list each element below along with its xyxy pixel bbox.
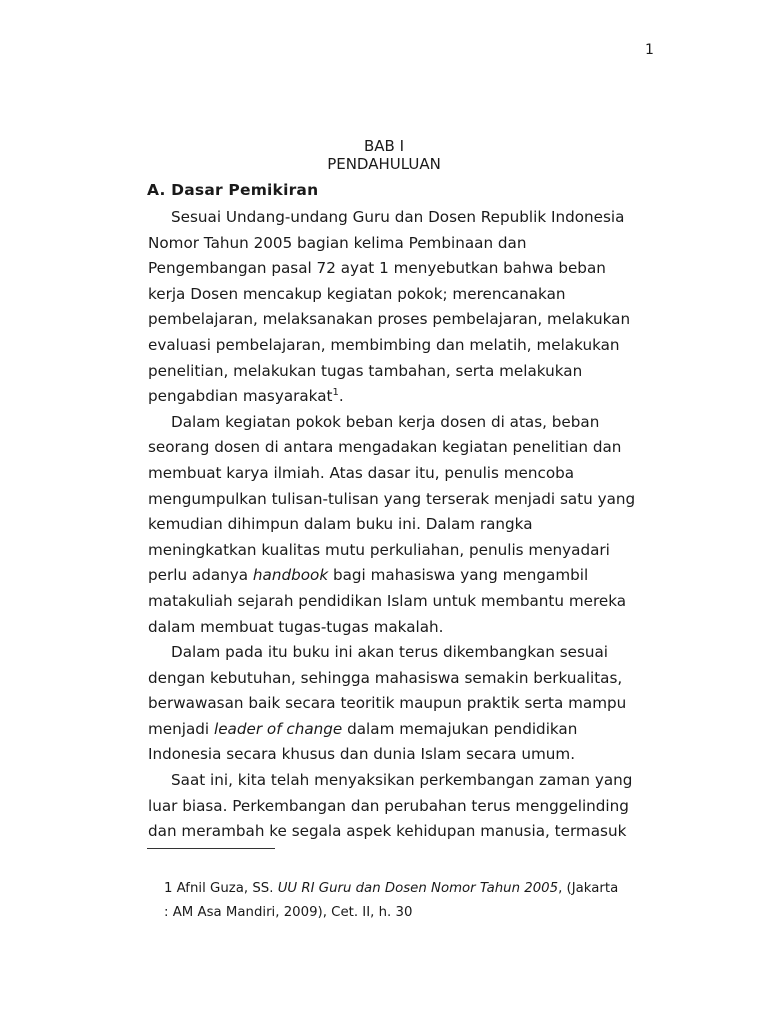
paragraph [148, 768, 644, 845]
footnote-line: 1 Afnil Guza, SS. UU RI Guru dan Dosen Nomor Tahun 2005, (Jakarta [164, 881, 619, 896]
paragraph-line: mengumpulkan tulisan-tulisan yang terserak menjadi satu yang [148, 489, 636, 508]
paragraph-line: Sesuai Undang-undang Guru dan Dosen Republik Indonesia [171, 208, 625, 226]
paragraph-line: Saat ini, kita telah menyaksikan perkembangan zaman yang [171, 771, 633, 790]
paragraph-line: penelitian, melakukan tugas tambahan, serta melakukan [148, 361, 583, 380]
paragraph-line: dalam membuat tugas-tugas makalah. [148, 617, 444, 636]
paragraph-line: evaluasi pembelajaran, membimbing dan melatih, melakukan [148, 335, 620, 354]
paragraph-line: menjadi leader of change dalam memajukan pendidikan [148, 719, 578, 738]
footnote [164, 877, 618, 925]
footnote-marker: 1 [332, 387, 339, 399]
paragraph-line: dan merambah ke segala aspek kehidupan manusia, termasuk [148, 822, 627, 841]
paragraph [148, 640, 644, 768]
chapter-title: PENDAHULUAN [327, 155, 441, 173]
paragraph-line: pengabdian masyarakat$^1$. [148, 387, 344, 406]
italic-term: leader of change [213, 719, 343, 738]
section-heading: A. Dasar Pemikiran [147, 181, 319, 199]
paragraph-line: dengan kebutuhan, sehingga mahasiswa semakin berkualitas, [148, 668, 623, 687]
paragraph-line: matakuliah sejarah pendidikan Islam untuk membantu mereka [148, 591, 627, 610]
italic-term: handbook [252, 566, 329, 585]
footnote-separator [147, 848, 275, 849]
chapter-heading [0, 137, 768, 173]
paragraph-line: seorang dosen di antara mengadakan kegiatan penelitian dan [148, 438, 622, 457]
paragraph-line: berwawasan baik secara teoritik maupun praktik serta mampu [148, 694, 627, 713]
paragraph-line: Pengembangan pasal 72 ayat 1 menyebutkan bahwa beban [148, 259, 606, 278]
paragraph-line: Indonesia secara khusus dan dunia Islam secara umum. [148, 745, 576, 764]
paragraph-line: meningkatkan kualitas mutu perkuliahan, penulis menyadari [148, 540, 610, 559]
footnote-line: : AM Asa Mandiri, 2009), Cet. II, h. 30 [164, 905, 413, 920]
page-number: 1 [645, 42, 654, 58]
chapter-label: BAB I [363, 137, 405, 155]
italic-term: UU RI Guru dan Dosen Nomor Tahun 2005 [277, 881, 559, 896]
body-text [148, 205, 644, 845]
paragraph-line: Dalam pada itu buku ini akan terus dikembangkan sesuai [171, 643, 609, 662]
paragraph-line: kemudian dihimpun dalam buku ini. Dalam rangka [148, 515, 533, 534]
paragraph-line: luar biasa. Perkembangan dan perubahan terus menggelinding [148, 796, 629, 815]
paragraph-line: kerja Dosen mencakup kegiatan pokok; merencanakan [148, 284, 566, 303]
paragraph-line: Dalam kegiatan pokok beban kerja dosen di atas, beban [171, 412, 600, 431]
paragraph [148, 410, 644, 640]
paragraph [148, 205, 644, 410]
paragraph-line: perlu adanya handbook bagi mahasiswa yang mengambil [148, 566, 589, 585]
paragraph-line: Nomor Tahun 2005 bagian kelima Pembinaan dan [148, 233, 527, 252]
paragraph-line: pembelajaran, melaksanakan proses pembelajaran, melakukan [148, 310, 631, 329]
paragraph-line: membuat karya ilmiah. Atas dasar itu, penulis mencoba [148, 463, 575, 482]
